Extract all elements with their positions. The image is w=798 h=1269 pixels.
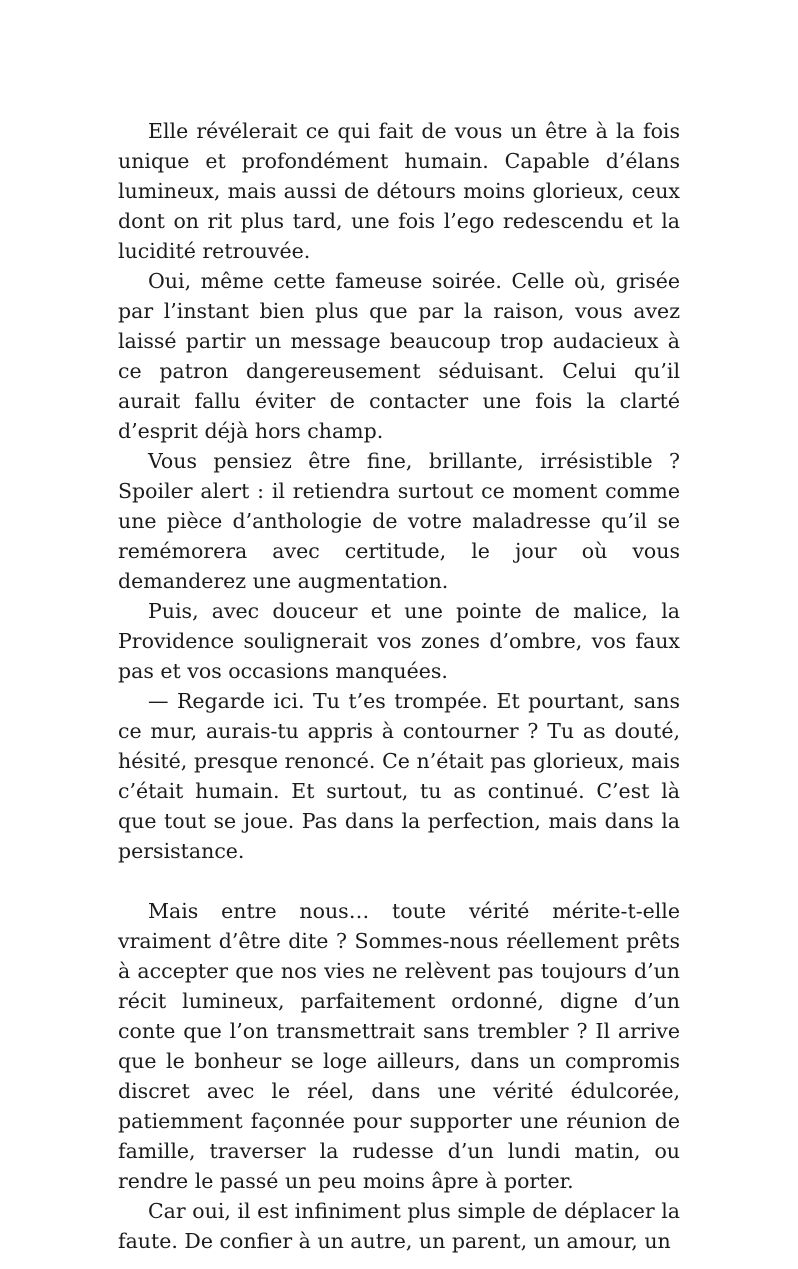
- paragraph-3: Vous pensiez être fine, brillante, irrésistible ? Spoiler alert : il retiendra surtout ce moment comme une pièce d’anthologie de votre maladresse qu’il se remémorera avec certitude, le jour où vous demanderez une augmentation.: [118, 449, 680, 593]
- paragraph-6: Mais entre nous… toute vérité mérite-t-elle vraiment d’être dite ? Sommes-nous réellement prêts à accepter que nos vies ne relèvent pas toujours d’un récit lumineux, parfaitement ordonné, digne d’un conte que l’on transmettrait sans trembler ? Il arrive que le bonheur se loge ailleurs, dans un compromis discret avec le réel, dans une vérité édulcorée, patiemment façonnée pour supporter une réunion de famille, traverser la rudesse d’un lundi matin, ou rendre le passé un peu moins âpre à porter.: [118, 899, 680, 1193]
- paragraph-5-dialogue: — Regarde ici. Tu t’es trompée. Et pourtant, sans ce mur, aurais-tu appris à contourner ? Tu as douté, hésité, presque renoncé. Ce n’était pas glorieux, mais c’était humain. Et surtout, tu as continué. C’est là que tout se joue. Pas dans la perfection, mais dans la persistance.: [118, 689, 680, 863]
- paragraph-2: Oui, même cette fameuse soirée. Celle où, grisée par l’instant bien plus que par la raison, vous avez laissé partir un message beaucoup trop audacieux à ce patron dangereusement séduisant. Celui qu’il aurait fallu éviter de contacter une fois la clarté d’esprit déjà hors champ.: [118, 269, 680, 443]
- book-page: [118, 116, 680, 1256]
- section-break: [118, 866, 680, 896]
- paragraph-1: Elle révélerait ce qui fait de vous un être à la fois unique et profondément humain. Capable d’élans lumineux, mais aussi de détours moins glorieux, ceux dont on rit plus tard, une fois l’ego redescendu et la lucidité retrouvée.: [118, 119, 680, 263]
- paragraph-7: Car oui, il est infiniment plus simple de déplacer la faute. De confier à un autre, un parent, un amour, un: [118, 1199, 680, 1253]
- paragraph-4: Puis, avec douceur et une pointe de malice, la Providence soulignerait vos zones d’ombre, vos faux pas et vos occasions manquées.: [118, 599, 680, 683]
